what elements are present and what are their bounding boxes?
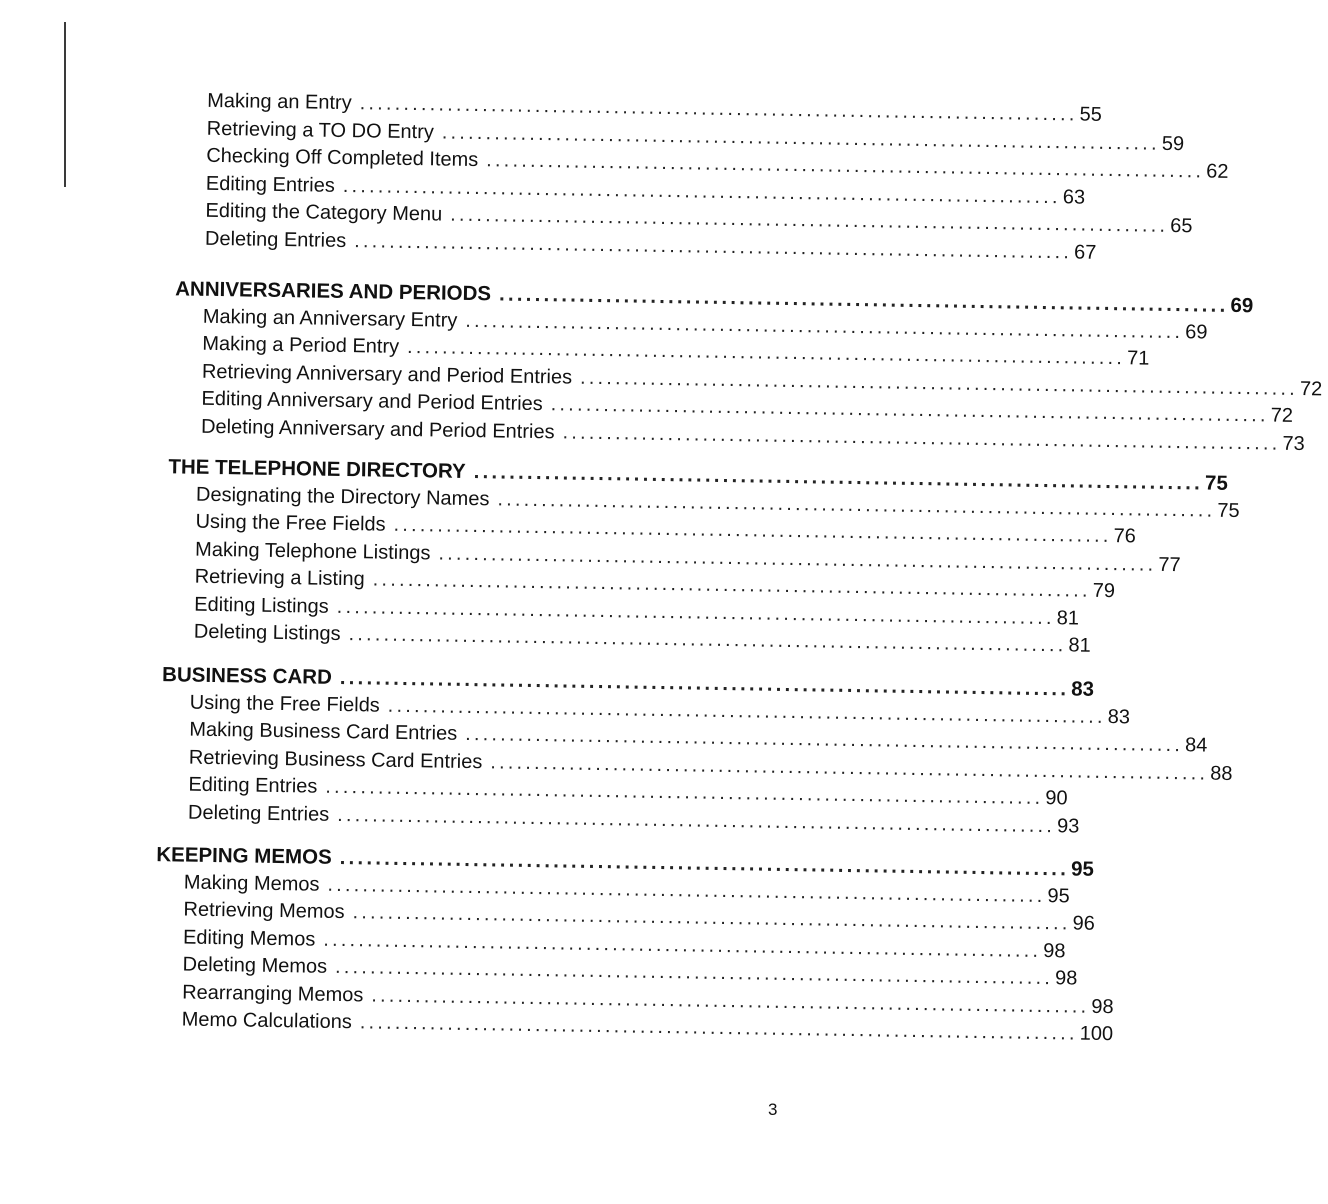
dot-leader: .................................................................................. bbox=[406, 335, 1126, 370]
dot-leader: .................................................................................. bbox=[473, 460, 1204, 495]
toc-entry-page: 69 bbox=[1185, 320, 1208, 344]
toc-entry-page: 88 bbox=[1210, 762, 1233, 785]
toc-entry-page: 71 bbox=[1126, 347, 1150, 370]
toc-entry-title: Editing Listings bbox=[194, 593, 329, 618]
toc-entry-page: 72 bbox=[1270, 404, 1294, 427]
dot-leader: .................................................................................. bbox=[336, 595, 1055, 629]
dot-leader: .................................................................................. bbox=[562, 420, 1281, 455]
toc-entry-page: 73 bbox=[1282, 432, 1305, 455]
toc-entry-title: Designating the Directory Names bbox=[195, 483, 490, 510]
dot-leader: .................................................................................. bbox=[465, 309, 1184, 343]
toc-entry-page: 76 bbox=[1113, 525, 1136, 548]
toc-entry-title: Deleting Listings bbox=[193, 620, 341, 645]
toc-entry-page: 75 bbox=[1217, 499, 1240, 522]
toc-entry-page: 93 bbox=[1056, 814, 1080, 838]
toc-entry-title: Making a Period Entry bbox=[202, 332, 400, 358]
dot-leader: .................................................................................. bbox=[490, 750, 1209, 785]
toc-entry-title: Deleting Anniversary and Period Entries bbox=[200, 415, 555, 443]
toc-entry-page: 65 bbox=[1170, 214, 1193, 238]
toc-entry-title: Making Business Card Entries bbox=[189, 718, 458, 745]
dot-leader: .................................................................................. bbox=[359, 92, 1078, 126]
toc-heading-page: 69 bbox=[1230, 293, 1254, 318]
toc-entry-title: Editing Entries bbox=[205, 172, 336, 197]
toc-entry-page: 79 bbox=[1092, 579, 1116, 603]
dot-leader: .................................................................................. bbox=[339, 845, 1070, 881]
page-number: 3 bbox=[768, 1100, 778, 1119]
toc-entry-page: 100 bbox=[1079, 1022, 1114, 1046]
dot-leader: .................................................................................. bbox=[486, 149, 1205, 183]
toc-entry-title: Making Memos bbox=[183, 871, 320, 896]
toc-heading-page: 83 bbox=[1071, 677, 1095, 701]
dot-leader: .................................................................................. bbox=[498, 282, 1229, 317]
toc-entry-title: Using the Free Fields bbox=[195, 510, 386, 536]
toc-entry-title: Retrieving a TO DO Entry bbox=[206, 117, 435, 143]
toc-heading-page: 95 bbox=[1070, 857, 1095, 881]
dot-leader: .................................................................................. bbox=[497, 487, 1216, 522]
dot-leader: .................................................................................. bbox=[464, 722, 1184, 757]
toc-entry-title: Editing the Category Menu bbox=[205, 199, 443, 226]
dot-leader: .................................................................................. bbox=[354, 229, 1073, 263]
dot-leader: .................................................................................. bbox=[327, 873, 1046, 907]
toc-entry-title: Deleting Memos bbox=[182, 953, 328, 978]
toc-entry-page: 63 bbox=[1062, 185, 1086, 209]
toc-entry-title: Retrieving Anniversary and Period Entries bbox=[201, 360, 573, 389]
toc-entry-page: 83 bbox=[1107, 705, 1131, 728]
dot-leader: .................................................................................. bbox=[339, 665, 1070, 701]
toc-entry-title: Deleting Entries bbox=[187, 801, 330, 826]
toc-entry-page: 62 bbox=[1206, 160, 1229, 183]
toc-entry-page: 81 bbox=[1056, 606, 1080, 630]
toc-entry-title: Checking Off Completed Items bbox=[206, 144, 479, 172]
toc-section bbox=[173, 275, 1323, 455]
toc-heading-page: 75 bbox=[1204, 471, 1229, 495]
toc-entry-title: Editing Anniversary and Period Entries bbox=[201, 387, 543, 416]
toc-entry-page: 81 bbox=[1068, 634, 1091, 657]
toc-entry-page: 98 bbox=[1043, 939, 1066, 962]
toc-section bbox=[166, 453, 1240, 657]
toc-heading-title: ANNIVERSARIES AND PERIODS bbox=[175, 277, 492, 306]
dot-leader: .................................................................................. bbox=[359, 1011, 1078, 1045]
dot-leader: .................................................................................. bbox=[371, 984, 1090, 1018]
dot-leader: .................................................................................. bbox=[393, 513, 1112, 548]
dot-leader: .................................................................................. bbox=[387, 694, 1106, 728]
toc-entry-page: 98 bbox=[1091, 995, 1114, 1018]
toc-heading-title: THE TELEPHONE DIRECTORY bbox=[168, 455, 466, 483]
toc-entry-title: Retrieving Memos bbox=[183, 898, 345, 924]
toc-entry-title: Making an Anniversary Entry bbox=[202, 305, 458, 332]
toc-entry-page: 90 bbox=[1045, 787, 1068, 810]
dot-leader: .................................................................................. bbox=[337, 803, 1056, 837]
toc-entry-page: 95 bbox=[1047, 884, 1070, 907]
toc-entry-title: Deleting Entries bbox=[204, 227, 347, 252]
dot-leader: .................................................................................. bbox=[579, 366, 1299, 400]
dot-leader: .................................................................................. bbox=[372, 568, 1091, 602]
toc-entry-title: Retrieving a Listing bbox=[194, 565, 365, 591]
toc-entry-title: Editing Memos bbox=[182, 926, 316, 951]
dot-leader: .................................................................................. bbox=[334, 955, 1054, 990]
dot-leader: .................................................................................. bbox=[550, 393, 1269, 427]
dot-leader: .................................................................................. bbox=[441, 121, 1160, 155]
toc-heading-title: KEEPING MEMOS bbox=[156, 843, 332, 869]
toc-entry-page: 67 bbox=[1073, 240, 1097, 264]
toc-entry-title: Making an Entry bbox=[207, 89, 352, 115]
toc-section bbox=[177, 87, 1229, 264]
toc-entry-title: Editing Entries bbox=[188, 773, 318, 798]
toc-entry-page: 55 bbox=[1079, 103, 1103, 126]
toc-entry-page: 96 bbox=[1072, 912, 1096, 935]
dot-leader: .................................................................................. bbox=[342, 174, 1061, 208]
toc-entry-title: Memo Calculations bbox=[181, 1008, 352, 1034]
toc-entry-page: 84 bbox=[1184, 734, 1208, 757]
dot-leader: .................................................................................. bbox=[352, 901, 1071, 935]
dot-leader: .................................................................................. bbox=[323, 928, 1042, 962]
toc-section bbox=[160, 661, 1233, 838]
toc-entry-title: Using the Free Fields bbox=[189, 691, 380, 717]
dot-leader: .................................................................................. bbox=[325, 775, 1044, 810]
toc-entry-page: 98 bbox=[1054, 967, 1078, 990]
toc-entry-title: Making Telephone Listings bbox=[194, 538, 431, 564]
dot-leader: .................................................................................. bbox=[450, 203, 1169, 237]
dot-leader: .................................................................................. bbox=[348, 623, 1067, 657]
toc-entry-title: Rearranging Memos bbox=[182, 981, 364, 1006]
toc-entry-page: 72 bbox=[1299, 377, 1323, 400]
toc-entry-page: 77 bbox=[1158, 553, 1181, 576]
dot-leader: .................................................................................. bbox=[438, 542, 1157, 576]
toc-section bbox=[154, 841, 1114, 1046]
toc-heading-title: BUSINESS CARD bbox=[161, 663, 333, 689]
toc-entry-page: 59 bbox=[1161, 132, 1185, 155]
toc-entry-title: Retrieving Business Card Entries bbox=[188, 746, 483, 773]
